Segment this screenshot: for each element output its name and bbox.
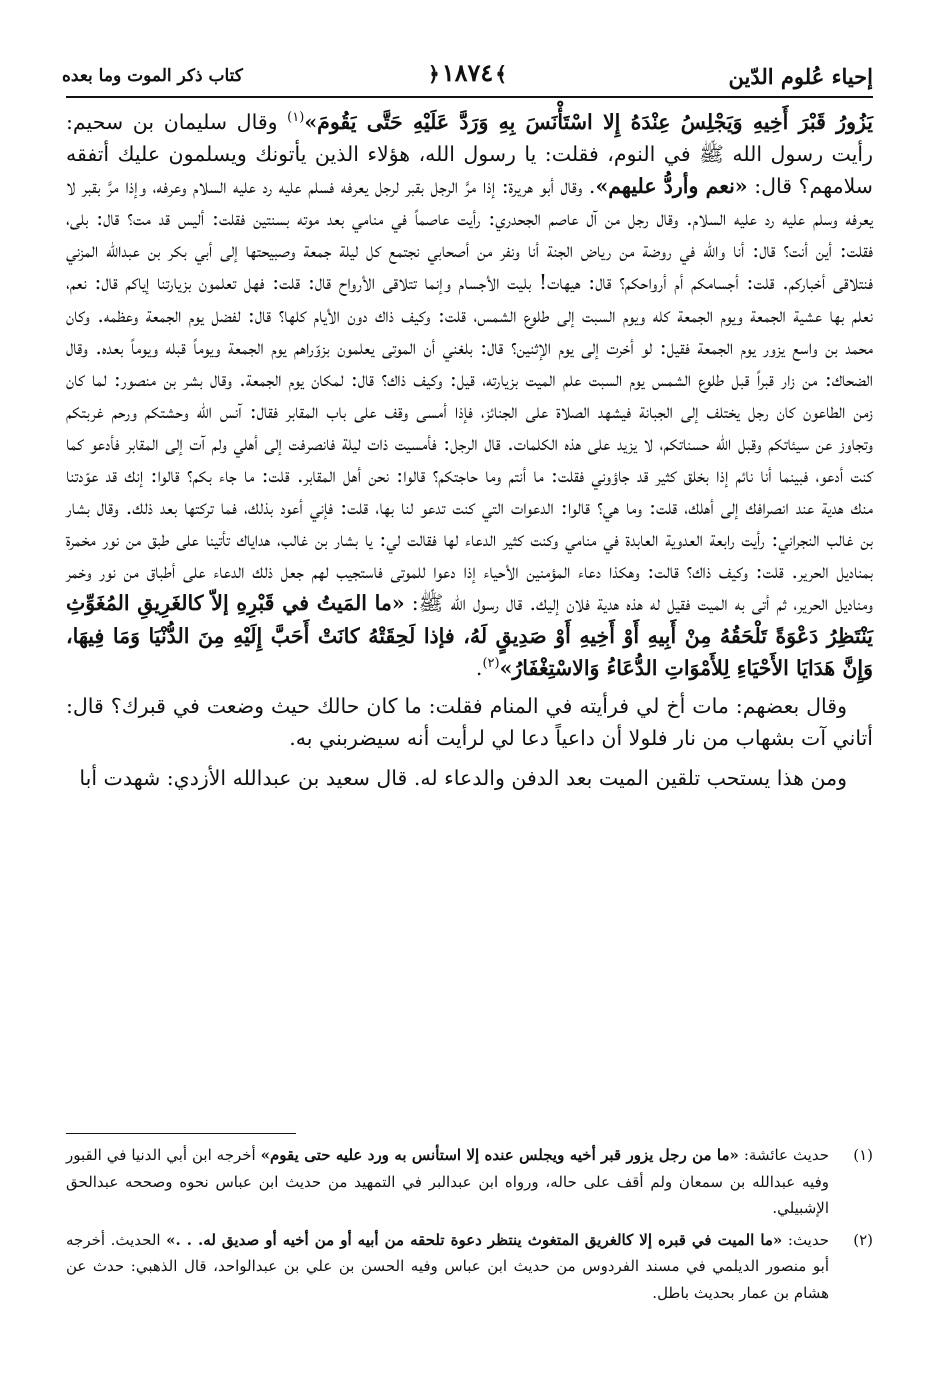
paragraph-2: وقال بعضهم: مات أخ لي فرأيته في المنام فقلت: ما كان حالك حيث وضعت في قبرك؟ قال: أتاني آت بشهاب من نار فلولا أن داعياً دعا لي لرأيت أنه سيضربني به. [66, 693, 873, 750]
footnote-text: أخرجه ابن أبي الدنيا في القبور وفيه عبدالله بن سمعان ولم أقف على حاله، ورواه ابن عبدالبر في التمهيد من حديث ابن عباس نحوه وصححه عبدالحق الإشبيلي. [66, 1146, 829, 1217]
footnote-ref-1: (١) [287, 110, 305, 126]
footnote-ref-2: (٢) [482, 655, 500, 671]
header-divider [66, 96, 873, 98]
footnote-hadith: «ما من رجل يزور قبر أخيه ويجلس عنده إلا استأنس به ورد عليه حتى يقوم» [260, 1146, 739, 1164]
paragraph-1-text-b: . وقال أبو هريرة: إذا مرَّ الرجل بقبر لرجل يعرفه فسلم عليه رد عليه السلام وعرفه، وإذا مرَّ بقبر لا يعرفه وسلم عليه رد عليه السلام. وقال رجل من آل عاصم الجحدري: رأيت عاصماً في منامي بعد موته بسنتين فقلت: أليس قد مت؟ قال: بلى، فقلت: أين أنت؟ قال: أنا والله في روضة من رياض الجنة أنا ونفر من أصحابي نجتمع كل ليلة جمعة وصبيحتها إلى أبي بكر بن عبدالله المزني فنتلاقى أخباركم. قلت: أجسامكم أم أرواحكم؟ قال: هيهات! بليت الأجسام وإنما تتلاقى الأرواح قال: قلت: فهل تعلمون بزيارتنا إياكم قال: نعم، نعلم بها عشية الجمعة ويوم الجمعة كله ويوم السبت إلى طلوع الشمس، قلت: وكيف ذاك دون الأيام كلها؟ قال: لفضل يوم الجمعة وعظمه. وكان محمد بن واسع يزور يوم الجمعة فقيل: لو أخرت إلى يوم الإثنين؟ قال: بلغني أن الموتى يعلمون بزوّراهم يوم الجمعة ويوماً قبله ويوماً بعده. وقال الضحاك: من زار قبراً قبل طلوع الشمس يوم السبت علم الميت بزيارته، قيل: وكيف ذاك؟ قال: لمكان يوم الجمعة. وقال بشر بن منصور: لما كان زمن الطاعون كان رجل يختلف إلى الجبانة فيشهد الصلاة على الجنائز، فإذا أمسى وقف على باب المقابر فقال: آنس الله وحشتكم ورحم غربتكم وتجاوز عن سيئاتكم وقبل الله حسناتكم، لا يزيد على هذه الكلمات. قال الرجل: فأمسيت ذات ليلة فانصرفت إلى أهلي ولم آت إلى المقابر فأدعو كما كنت أدعو، فبينما أنا نائم إذا بخلق كثير قد جاؤوني فقلت: ما أنتم وما حاجتكم؟ قالوا: نحن أهل المقابر. قلت: ما جاء بكم؟ قالوا: إنك قد عوّدتنا منك هدية عند انصرافك إلى أهلك، قلت: وما هي؟ قالوا: الدعوات التي كنت تدعو لنا بها، قلت: فإني أعود بذلك، فما تركتها بعد ذلك. وقال بشار بن غالب النجراني: رأيت رابعة العدوية العابدة في منامي وكنت كثير الدعاء لها فقالت لي: يا بشار بن غالب، هداياك تأتينا على طبق من نور مخمرة بمناديل الحرير. قلت: وكيف ذاك؟ قالت: وهكذا دعاء المؤمنين الأحياء إذا دعوا للموتى فاستجيب لهم جعل ذلك الدعاء على أطباق من نور وخمر ومناديل الحرير، ثم أتى به الميت فقيل له هذه هدية فلان إليك. قال رسول الله ﷺ: [66, 174, 873, 616]
footnote-text: الحديث. أخرجه أبو منصور الديلمي في مسند الفردوس من حديث ابن عباس وفيه الحسن بن علي بن عبدالواحد، قال الذهبي: حدث عن هشام بن عمار بحديث باطل. [66, 1230, 829, 1302]
footnote-number: (٢) [853, 1230, 873, 1249]
running-header [62, 58, 873, 92]
book-title: إحياء عُلوم الدّين [728, 64, 873, 89]
footnote-hadith: «ما الميت في قبره إلا كالغريق المتغوث ينتظر دعوة تلحقه من أبيه أو من أخيه أو صديق له. . .» [166, 1230, 783, 1249]
footnote-lead: حديث: [782, 1230, 829, 1249]
footnote-1 [66, 1142, 873, 1222]
paragraph-3: ومن هذا يستحب تلقين الميت بعد الدفن والدعاء له. قال سعيد بن عبدالله الأزدي: شهدت أبا [79, 765, 847, 790]
footnote-divider [66, 1133, 296, 1134]
hadith-quote-reply: «نعم وأردُّ عليهم» [595, 174, 748, 199]
paragraph-1-text-a: وقال سليمان بن سحيم: رأيت رسول الله ﷺ في النوم، فقلت: يا رسول الله، هؤلاء الذين يأتونك ويسلمون عليك أتفقه سلامهم؟ قال: [66, 110, 873, 199]
footnote-2 [66, 1227, 873, 1307]
hadith-quote-drowning: «ما المَيتُ في قَبْرِهِ إلاّ كالغَرِيقِ المُغَوِّثِ يَنْتَظِرُ دَعْوَةً تَلْحَقُهُ مِنْ أَبِيهِ أَوْ أَخِيهِ أَوْ صَدِيقٍ لَهُ، فإذا لَحِقَتْهُ كانَتْ أَحَبَّ إِلَيْهِ مِنَ الدُّنْيَا وَمَا فِيهَا، وَإِنَّ هَدَايَا الأَحْيَاءِ لِلأَمْوَاتِ الدُّعَاءُ وَالاسْتِغْفَارُ» [66, 591, 873, 680]
main-text [66, 106, 873, 794]
footnote-number: (١) [853, 1146, 873, 1164]
ornament-bracket-left: ﴿ [428, 62, 440, 86]
page-number [426, 58, 509, 87]
hadith-quote-end: يَزُورُ قَبْرَ أَخِيهِ وَيَجْلِسُ عِنْدَهُ إِلا اسْتَأْنَسَ بِهِ وَرَدَّ عَلَيْهِ حَتَّى يَقُومَ» [304, 110, 873, 134]
page-number-value: ١٨٧٤ [441, 58, 494, 87]
ornament-bracket-right: ﴾ [495, 62, 507, 86]
footnotes [66, 1142, 873, 1306]
footnote-lead: حديث عائشة: [738, 1146, 829, 1164]
chapter-title: كتاب ذكر الموت وما بعده [62, 66, 243, 86]
paragraph-1-text-c: . [475, 655, 483, 680]
paragraph-1 [66, 106, 873, 684]
